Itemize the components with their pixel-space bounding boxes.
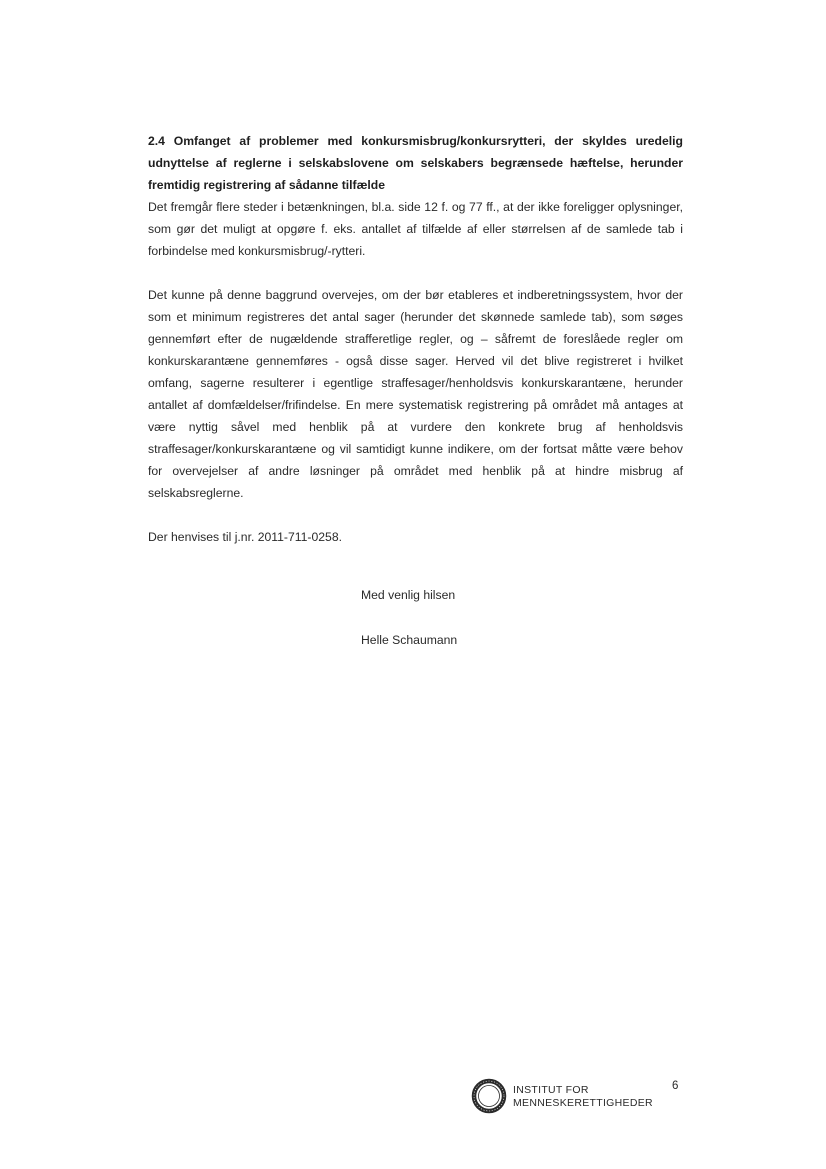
closing-greeting: Med venlig hilsen [361, 588, 456, 602]
paragraph-3: Der henvises til j.nr. 2011-711-0258. [148, 530, 342, 544]
paragraph-2: Det kunne på denne baggrund overvejes, om der bør etableres et indberetningssystem, hvor der som et minimum registreres det antal sager (herunder det skønnede samlede tab), som søges gennemført efter de nugældende strafferetlige regler, og – såfremt de foreslåede regler om konkurskarantæne gennemføres - også disse sager. Herved vil det blive registreret i hvilket omfang, sagerne resulterer i egentlige straffesager/henholdsvis konkurskarantæne, herunder antallet af domfældelser/frifindelse. En mere systematisk registrering på området må antages at være nyttig såvel med henblik på at vurdere den konkrete brug af henholdsvis straffesager/konkurskarantæne og vil samtidigt kunne indikere, om der fortsat måtte være behov for overvejelser af andre løsninger på området med henblik på at hindre misbrug af selskabsreglerne. [148, 288, 683, 500]
footer-org-line1: INSTITUT FOR [513, 1084, 589, 1096]
signer-name: Helle Schaumann [361, 633, 458, 647]
page-number: 6 [672, 1080, 679, 1092]
paragraph-1: Det fremgår flere steder i betænkningen, bl.a. side 12 f. og 77 ff., at der ikke foreligger oplysninger, som gør det muligt at opgøre f. eks. antallet af tilfælde af eller størrelsen af de samlede tab i forbindelse med konkursmisbrug/-rytteri. [148, 200, 683, 258]
footer-org-line2: MENNESKERETTIGHEDER [513, 1097, 653, 1109]
section-heading: 2.4 Omfanget af problemer med konkursmisbrug/konkursrytteri, der skyldes uredelig udnyttelse af reglerne i selskabslovene om selskabers begrænsede hæftelse, herunder fremtidig registrering af sådanne tilfælde [148, 134, 683, 192]
institute-ring-logo-icon [471, 1078, 507, 1114]
footer-organization [513, 1084, 653, 1110]
letter-body [148, 130, 683, 548]
